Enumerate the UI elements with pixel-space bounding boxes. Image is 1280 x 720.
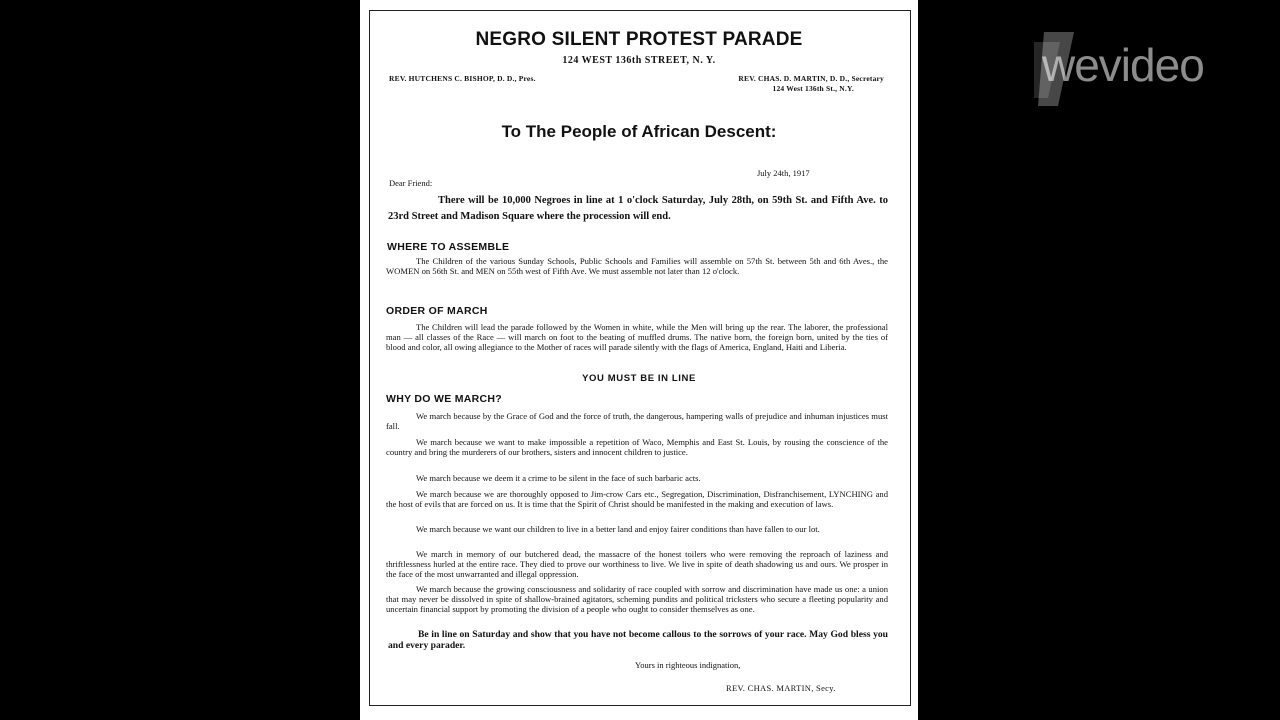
letter-headline: To The People of African Descent: [501,122,777,141]
president-line: REV. HUTCHENS C. BISHOP, D. D., Pres. [389,74,536,83]
order-paragraph: The Children will lead the parade followed by the Women in white, while the Men will bring up the rear. The laborer, the professional man — all classes of the Race — will march on foot to the beating of muffled drums. The native born, the foreign born, united by the ties of blood and color, all owing allegiance to the Mother of races will parade silently with the flags of America, England, Haiti and Liberia. [386,322,888,352]
must-be-in-line: YOU MUST BE IN LINE [582,373,696,384]
why-paragraph-6: We march in memory of our butchered dead, the massacre of the honest toilers who were removing the reproach of laziness and thriftlessness hurled at the entire race. They died to prove our worthiness to live. We live in spite of death shadowing us and ours. We prosper in the face of the most unwarranted and illegal oppression. [386,549,888,579]
letter-title: NEGRO SILENT PROTEST PARADE [475,29,803,50]
why-paragraph-1: We march because by the Grace of God and the force of truth, the dangerous, hampering walls of prejudice and inhuman injustices must fall. [386,411,888,431]
letter-address: 124 WEST 136th STREET, N. Y. [562,55,716,66]
wevideo-watermark: wevideo [1042,39,1204,91]
why-paragraph-5: We march because we want our children to live in a better land and enjoy fairer conditions than have fallen to our lot. [416,524,820,534]
salutation: Dear Friend: [389,178,433,188]
signoff: Yours in righteous indignation, [635,660,741,670]
why-paragraph-4: We march because we are thoroughly opposed to Jim-crow Cars etc., Segregation, Discrimination, Disfranchisement, LYNCHING and the host of evils that are forced on us. It is time that the Spirit of Christ should be manifested in the making and execution of laws. [386,489,888,509]
document-page [360,0,918,720]
why-paragraph-2: We march because we want to make impossible a repetition of Waco, Memphis and East St. Louis, by rousing the conscience of the country and bring the murderers of our brothers, sisters and innocent children to justice. [386,437,888,457]
order-heading: ORDER OF MARCH [386,305,488,317]
why-paragraph-3: We march because we deem it a crime to be silent in the face of such barbaric acts. [416,473,701,483]
signature: REV. CHAS. MARTIN, Secy. [726,683,836,693]
secretary-address: 124 West 136th St., N.Y. [772,84,854,93]
why-heading: WHY DO WE MARCH? [386,393,503,405]
why-paragraph-7: We march because the growing consciousness and solidarity of race coupled with sorrow and discrimination have made us one: a union that may never be dissolved in spite of shallow-brained agitators, scheming pundits and political tricksters who secure a fleeting popularity and uncertain financial support by promoting the division of a people who ought to consider themselves as one. [386,584,888,614]
closing-paragraph: Be in line on Saturday and show that you have not become callous to the sorrows of your race. May God bless you and every parader. [388,629,888,651]
where-paragraph: The Children of the various Sunday Schools, Public Schools and Families will assemble on 57th St. between 5th and 6th Aves., the WOMEN on 56th St. and MEN on 55th west of Fifth Ave. We must assemble not later than 12 o'clock. [386,256,888,276]
lead-paragraph: There will be 10,000 Negroes in line at 1 o'clock Saturday, July 28th, on 59th St. and Fifth Ave. to 23rd Street and Madison Square where the procession will end. [388,195,888,222]
where-heading: WHERE TO ASSEMBLE [387,241,510,253]
letter-date: July 24th, 1917 [757,168,810,178]
secretary-line: REV. CHAS. D. MARTIN, D. D., Secretary [738,74,884,83]
